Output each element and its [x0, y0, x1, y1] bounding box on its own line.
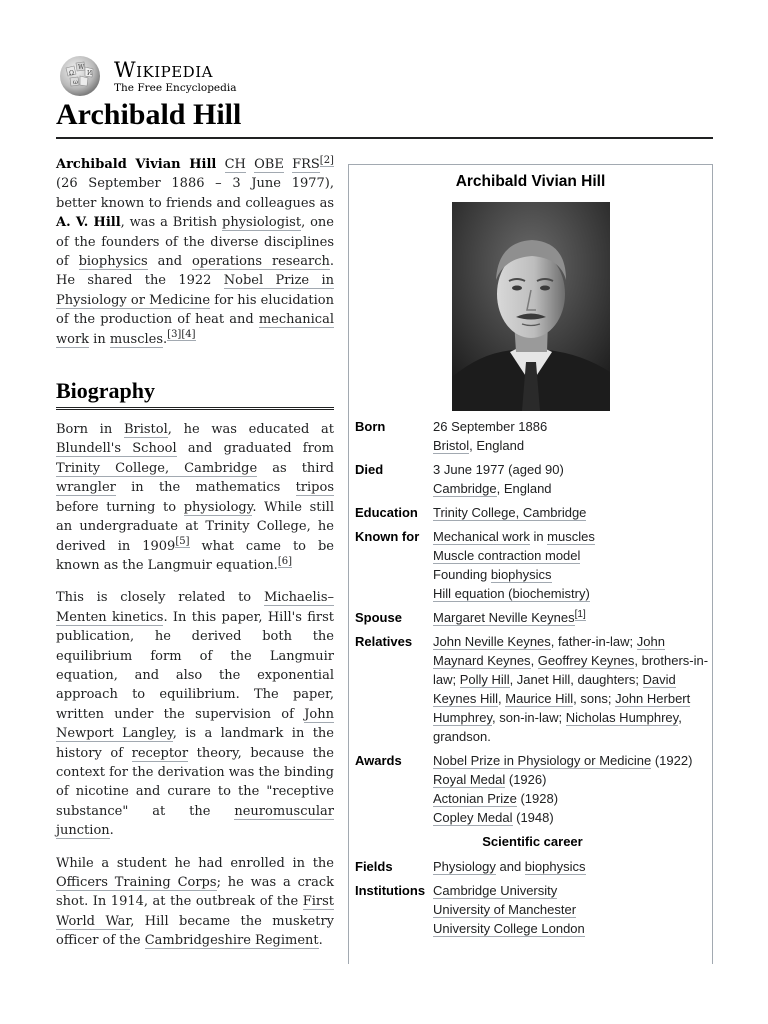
link-inst-cambridge[interactable]: Cambridge University [433, 883, 558, 898]
article-body [56, 155, 334, 964]
text: ; he was a crack shot. In 1914, at the outbreak of the [56, 875, 334, 910]
text: , son-in-law; [492, 710, 566, 725]
link-obe[interactable]: OBE [254, 157, 284, 172]
born-date: 26 September 1886 [433, 419, 548, 434]
link-award-nobel[interactable]: Nobel Prize in Physiology or Medicine [433, 753, 652, 768]
spouse-label: Spouse [355, 610, 402, 625]
text: While a student he had enrolled in the [56, 855, 334, 871]
link-officers-training-corps[interactable]: Officers Training Corps [56, 875, 217, 890]
infobox-title: Archibald Vivian Hill [455, 173, 606, 190]
citation-2[interactable]: [2] [319, 154, 334, 166]
link-award-royal-medal[interactable]: Royal Medal [433, 772, 506, 787]
link-spouse[interactable]: Margaret Neville Keynes [433, 610, 575, 625]
link-bristol[interactable]: Bristol [123, 422, 168, 438]
link-relative-nicholas-humphrey[interactable]: Nicholas Humphrey [565, 710, 679, 725]
wikipedia-globe-icon [56, 54, 104, 98]
text: theory, because the context for the derivation was the binding of nicotine and curare to the "receptive substance" at the [56, 745, 334, 819]
link-relative-maurice-hill[interactable]: Maurice Hill [505, 691, 574, 706]
link-relative-geoffrey-keynes[interactable]: Geoffrey Keynes [537, 653, 635, 668]
intro-paragraph [56, 155, 334, 349]
institutions-value [433, 879, 710, 941]
link-known-biophysics[interactable]: biophysics [490, 567, 552, 582]
portrait-photo[interactable] [452, 202, 610, 411]
wikipedia-tagline: The Free Encyclopedia [114, 81, 237, 94]
link-frs[interactable]: FRS [292, 157, 320, 172]
infobox-row-died [355, 458, 710, 501]
link-field-physiology[interactable]: Physiology [433, 859, 496, 874]
text: and [147, 254, 192, 270]
died-value [433, 458, 710, 501]
citation-1[interactable]: [1] [574, 608, 586, 620]
link-physiologist[interactable]: physiologist [222, 215, 302, 231]
text: and graduated from [176, 441, 334, 457]
text: . While still an undergraduate at Trinity College, he derived in 1909 [56, 499, 334, 554]
citation-5[interactable]: [5] [175, 536, 190, 548]
svg-text:Ω: Ω [69, 70, 74, 77]
link-ch[interactable]: CH [224, 157, 246, 172]
link-michaelis-menten[interactable]: Michaelis–Menten kinetics [56, 590, 334, 625]
died-date: 3 June 1977 (aged 90) [433, 462, 564, 477]
text: , England [496, 481, 552, 496]
link-known-muscle-contraction[interactable]: Muscle contraction model [433, 548, 581, 563]
link-known-muscles[interactable]: muscles [547, 529, 595, 544]
text: , sons; [573, 691, 616, 706]
subject-name: Archibald Vivian Hill [56, 157, 217, 172]
link-physiology[interactable]: physiology [183, 499, 253, 515]
text: , was a British [120, 215, 223, 231]
text: , one of the founders of the diverse disciplines of [56, 215, 334, 270]
award-year: (1928) [516, 791, 559, 806]
link-relative-john-neville-keynes[interactable]: John Neville Keynes [433, 634, 551, 649]
born-label: Born [355, 419, 386, 434]
wikipedia-logo[interactable] [56, 54, 236, 98]
text: This is closely related to [56, 590, 264, 606]
infobox-row-institutions [355, 879, 710, 941]
education-label: Education [355, 505, 418, 520]
link-nobel-prize[interactable]: Nobel Prize in Physiology or Medicine [56, 273, 334, 308]
text: , [498, 691, 506, 706]
link-biophysics[interactable]: biophysics [78, 254, 148, 270]
infobox-row-fields [355, 855, 710, 879]
infobox-row-relatives [355, 630, 710, 749]
link-award-copley-medal[interactable]: Copley Medal [433, 810, 513, 825]
link-neuromuscular-junction[interactable]: neuromuscular junction [56, 803, 334, 839]
text: . [163, 331, 168, 347]
known-for-value [433, 525, 710, 606]
biography-paragraph-3 [56, 854, 334, 951]
died-label: Died [355, 462, 384, 477]
institutions-label: Institutions [355, 883, 426, 898]
link-relative-polly-hill[interactable]: Polly Hill [459, 672, 510, 687]
born-value [433, 415, 710, 458]
infobox [348, 164, 713, 964]
text: as third [257, 460, 334, 476]
text: , grandson. [433, 710, 682, 744]
link-cambridgeshire-regiment[interactable]: Cambridgeshire Regiment [144, 933, 319, 949]
link-receptor[interactable]: receptor [131, 745, 189, 761]
link-operations-research[interactable]: operations research [191, 254, 330, 270]
known-for-label: Known for [355, 529, 420, 544]
link-known-mechanical-work[interactable]: Mechanical work [433, 529, 530, 544]
link-blundells-school[interactable]: Blundell's School [56, 441, 177, 457]
text: (26 September 1886 – 3 June 1977), better known to friends and colleagues as [56, 176, 334, 211]
text: for his elucidation of the production of heat and [56, 292, 334, 328]
infobox-row-career-heading [355, 830, 710, 855]
text: , Janet Hill, daughters; [509, 672, 643, 687]
link-known-hill-equation[interactable]: Hill equation (biochemistry) [433, 586, 590, 601]
infobox-row-awards [355, 749, 710, 830]
link-inst-ucl[interactable]: University College London [433, 921, 585, 936]
link-born-bristol[interactable]: Bristol [433, 438, 470, 453]
text: , Hill became the musketry officer of the [56, 913, 334, 949]
link-mechanical-work[interactable]: mechanical work [56, 312, 334, 347]
text: , is a landmark in the history of [56, 726, 335, 761]
link-wrangler[interactable]: wrangler [56, 480, 116, 496]
link-tripos[interactable]: tripos [295, 480, 334, 496]
text: , [530, 653, 538, 668]
citation-3-4[interactable]: [3][4] [167, 329, 196, 341]
link-relative-john-herbert-humphrey[interactable]: John Herbert Humphrey [433, 691, 691, 725]
section-heading-biography: Biography [56, 377, 334, 410]
text: , he was educated at [167, 422, 334, 438]
link-education-trinity[interactable]: Trinity College, Cambridge [433, 505, 587, 520]
svg-text:И: И [87, 70, 93, 77]
link-field-biophysics[interactable]: biophysics [524, 859, 586, 874]
biography-paragraph-2 [56, 588, 334, 840]
link-relative-john-maynard-keynes[interactable]: John Maynard Keynes [433, 634, 665, 668]
link-muscles[interactable]: muscles [109, 331, 164, 347]
text: Born in [56, 422, 124, 438]
text: in the mathematics [115, 480, 296, 496]
text: , father-in-law; [550, 634, 637, 649]
award-year: (1922) [651, 753, 693, 768]
infobox-row-education [355, 501, 710, 525]
link-inst-manchester[interactable]: University of Manchester [433, 902, 577, 917]
awards-value [433, 749, 710, 830]
infobox-row-known-for [355, 525, 710, 606]
scientific-career-heading: Scientific career [482, 834, 583, 849]
biography-paragraph-1 [56, 420, 334, 575]
text: . In this paper, Hill's first publication, he derived both the equilibrium form of the Langmuir equation, and also the exponential approach to equilibrium. The paper, written under the supervision of [56, 609, 334, 722]
text: in [529, 529, 548, 544]
infobox-row-spouse [355, 606, 710, 630]
link-first-world-war[interactable]: First World War [56, 894, 334, 929]
link-trinity-college[interactable]: Trinity College, Cambridge [56, 460, 258, 476]
nickname: A. V. Hill [56, 215, 121, 231]
page-title: Archibald Hill [56, 95, 713, 139]
svg-text:W: W [78, 64, 85, 71]
infobox-table [355, 415, 710, 941]
citation-6[interactable]: [6] [277, 555, 292, 567]
text: . He shared the 1922 [56, 254, 334, 289]
text: Founding [433, 567, 491, 582]
text: before turning to [56, 499, 184, 515]
text: what came to be known as the Langmuir equation. [56, 538, 334, 573]
text: in [89, 331, 110, 347]
link-award-actonian-prize[interactable]: Actonian Prize [433, 791, 517, 806]
link-john-newport-langley[interactable]: John Newport Langley [56, 706, 334, 742]
wikipedia-wordmark: Wikipedia [114, 57, 213, 82]
link-relative-david-keynes-hill[interactable]: David Keynes Hill [433, 672, 676, 706]
awards-label: Awards [355, 753, 402, 768]
text: . [318, 933, 323, 949]
relatives-label: Relatives [355, 634, 413, 649]
infobox-row-born [355, 415, 710, 458]
text: and [495, 859, 525, 874]
award-year: (1948) [512, 810, 554, 825]
text: , brothers-in-law; [433, 653, 709, 687]
award-year: (1926) [505, 772, 547, 787]
svg-text:ω: ω [73, 79, 78, 86]
relatives-value [433, 630, 710, 749]
fields-label: Fields [355, 859, 393, 874]
text: , England [469, 438, 525, 453]
link-died-cambridge[interactable]: Cambridge [433, 481, 497, 496]
text: . [109, 823, 114, 839]
